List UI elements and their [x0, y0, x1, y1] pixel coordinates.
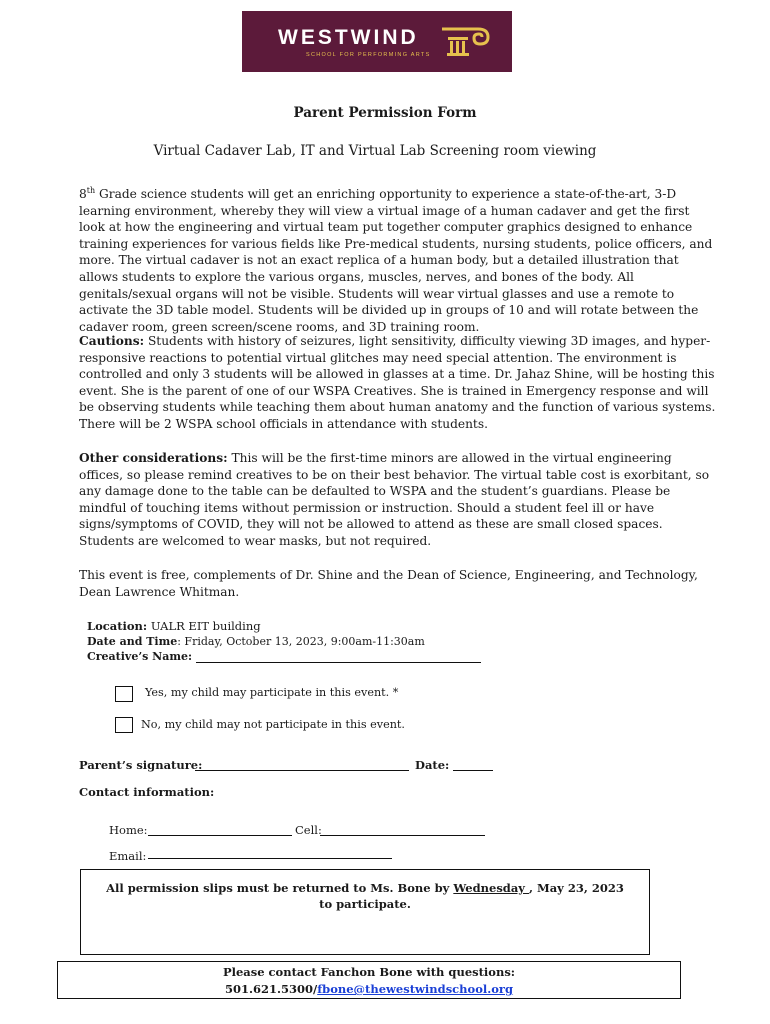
logo-tagline: SCHOOL FOR PERFORMING ARTS: [306, 52, 431, 58]
contact-footer-box: [57, 961, 681, 999]
yes-checkbox[interactable]: [115, 686, 133, 702]
home-label: Home:: [109, 823, 148, 837]
location-line: [87, 619, 261, 633]
cell-label: Cell:: [295, 823, 322, 837]
form-title: Parent Permission Form: [293, 105, 477, 121]
signature-label: Parent’s signature:: [79, 758, 203, 772]
return-notice-line2: to participate.: [319, 897, 411, 911]
cell-phone-field[interactable]: [320, 822, 485, 836]
no-option-label: No, my child may not participate in this event.: [141, 718, 405, 731]
other-text: This will be the first-time minors are allowed in the virtual engineering offices, so please remind creatives to be on their best behavior. The virtual table cost is exorbitant, so any damage done to the table can be defaulted to WSPA and the student’s guardians. Please be mindful of touching items without permission or instruction. Should a student feel ill or have signs/symptoms of COVID, they will not be allowed to attend as these are small closed spaces. Students are welcomed to wear masks, but not required.: [79, 451, 710, 548]
other-considerations-paragraph: [79, 450, 719, 550]
creative-name-label: Creative’s Name:: [87, 650, 193, 663]
logo-name: WESTWIND: [278, 26, 419, 49]
location-value: UALR EIT building: [150, 619, 261, 633]
signature-field[interactable]: [195, 758, 409, 771]
other-heading: Other considerations:: [79, 451, 228, 465]
yes-option-label: Yes, my child may participate in this event. *: [145, 686, 399, 699]
column-emblem-icon: [438, 25, 494, 59]
return-notice-day: Wednesday: [453, 881, 529, 895]
contact-heading: Contact information:: [79, 785, 215, 799]
cautions-text: Students with history of seizures, light sensitivity, difficulty viewing 3D images, and hyper-responsive reactions to potential virtual glitches may need special attention. The environment is controlled and only 3 students will be allowed in glasses at a time. Dr. Jahaz Shine, will be hosting this event. She is the parent of one of our WSPA Creatives. She is trained in Emergency response and will be observing students while teaching them about human anatomy and the function of various systems. There will be 2 WSPA school officials in attendance with students.: [79, 334, 716, 431]
free-event-paragraph: This event is free, complements of Dr. Shine and the Dean of Science, Engineering, and Technology, Dean Lawrence Whitman.: [79, 568, 698, 599]
location-label: Location:: [87, 619, 148, 633]
footer-line1: Please contact Fanchon Bone with questions:: [222, 965, 516, 979]
intro-paragraph: [79, 183, 719, 335]
creative-name-field[interactable]: [196, 651, 481, 663]
email-label: Email:: [109, 849, 147, 863]
return-notice-post: , May 23, 2023: [528, 881, 624, 895]
grade-suffix: th: [86, 186, 96, 195]
footer-phone: 501.621.5300/: [224, 982, 318, 996]
cautions-paragraph: [79, 333, 719, 433]
date-field[interactable]: [453, 758, 493, 771]
date-label: Date:: [415, 758, 450, 772]
school-logo: [242, 11, 512, 72]
datetime-label: Date and Time: [87, 635, 178, 648]
no-checkbox[interactable]: [115, 717, 133, 733]
return-notice-pre: All permission slips must be returned to Ms. Bone by: [106, 881, 454, 895]
datetime-line: [87, 635, 425, 648]
grade-number: 8: [79, 187, 87, 202]
return-notice-box: [80, 869, 650, 955]
datetime-value: : Friday, October 13, 2023, 9:00am-11:30am: [177, 635, 425, 648]
creative-name-line: [87, 650, 481, 663]
form-subtitle: Virtual Cadaver Lab, IT and Virtual Lab Screening room viewing: [153, 143, 597, 159]
home-phone-field[interactable]: [148, 822, 292, 836]
footer-email-link[interactable]: fbone@thewestwindschool.org: [317, 982, 514, 996]
intro-text: Grade science students will get an enriching opportunity to experience a state-of-the-art, 3-D learning environment, whereby they will view a virtual image of a human cadaver and get the first look at how the engineering and virtual team put together computer graphics designed to enhance training experiences for various fields like Pre-medical students, nursing students, police officers, and more. The virtual cadaver is not an exact replica of a human body, but a detailed illustration that allows students to explore the various organs, muscles, nerves, and bones of the body. All genitals/sexual organs will not be visible. Students will wear virtual glasses and use a remote to activate the 3D table model. Students will be divided up in groups of 10 and will rotate between the cadaver room, green screen/scene rooms, and 3D training room.: [79, 187, 713, 334]
email-field[interactable]: [148, 846, 392, 859]
cautions-heading: Cautions:: [79, 334, 145, 348]
